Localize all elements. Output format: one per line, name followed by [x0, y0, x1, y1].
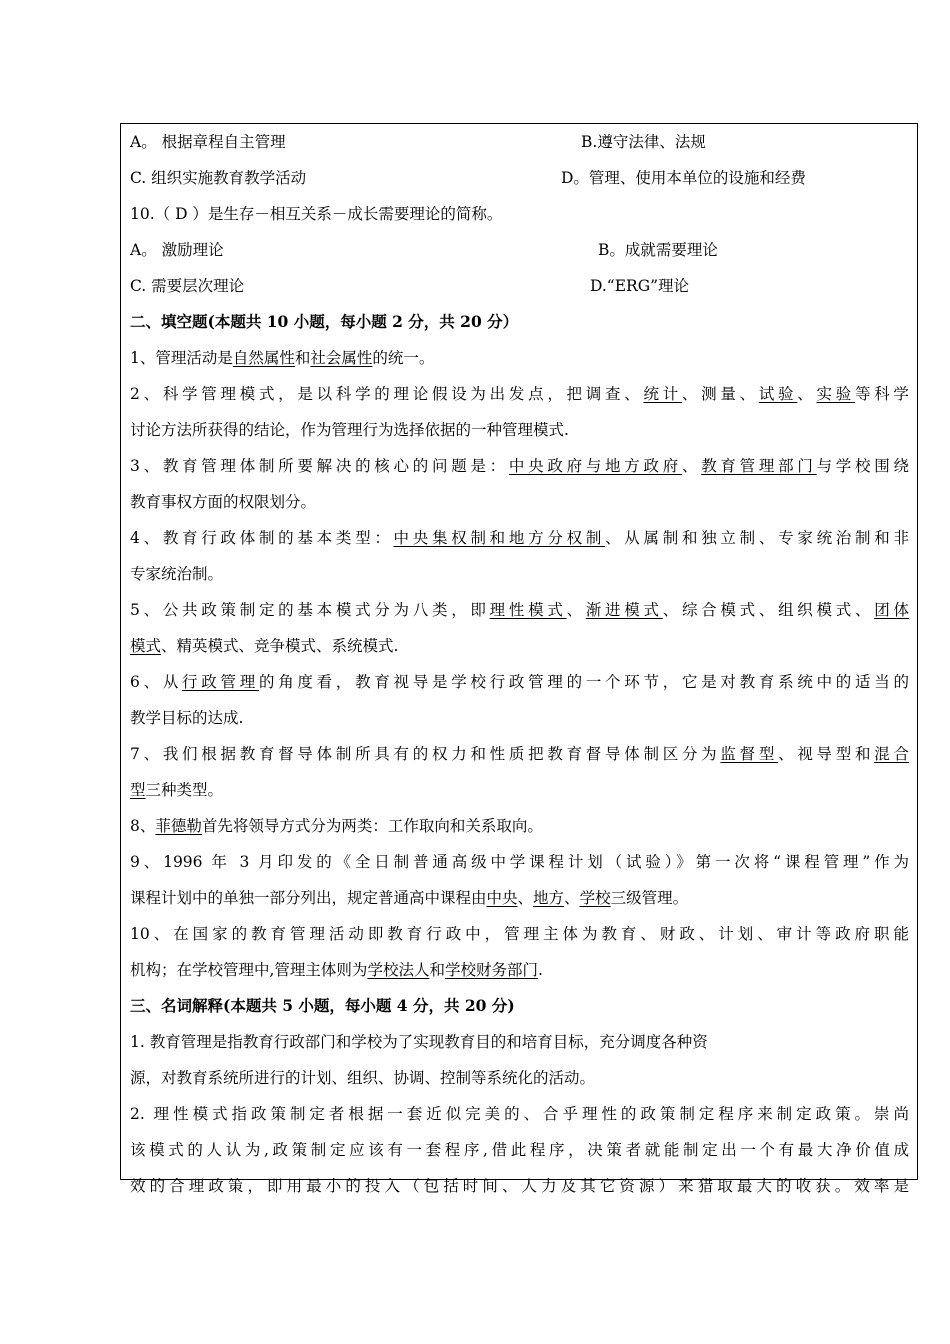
q10-option-d: D.“ERG”理论 — [590, 277, 690, 295]
q10-option-c: C. 需要层次理论 — [130, 277, 245, 295]
q10-options-row1 — [130, 232, 909, 268]
answer-blank: 试验 — [758, 385, 798, 403]
fill-q3-line1: 3、教育管理体制所要解决的核心的问题是：中央政府与地方政府、教育管理部门与学校围绕 — [130, 457, 909, 475]
term1-line2: 源，对教育系统所进行的计划、组织、协调、控制等系统化的活动。 — [130, 1069, 596, 1087]
answer-blank: 实验 — [816, 385, 855, 403]
q10-options-row2 — [130, 268, 909, 304]
fill-q1: 1、管理活动是自然属性和社会属性的统一。 — [130, 349, 435, 367]
fill-q9-line2: 课程计划中的单独一部分列出，规定普通高中课程由中央、地方、学校三级管理。 — [130, 889, 689, 907]
answer-blank: 理性模式 — [489, 601, 567, 619]
term2-line3: 效的合理政策，即用最小的投入（包括时间、人力及其它资源）来猎取最大的收获。效率是 — [130, 1177, 909, 1195]
fill-q7-line2: 型三种类型。 — [130, 781, 224, 799]
fill-q2-line2: 讨论方法所获得的结论，作为管理行为选择依据的一种管理模式. — [130, 421, 569, 439]
q10-stem: 10.（ D ）是生存－相互关系－成长需要理论的简称。 — [130, 205, 503, 223]
answer-blank: 型 — [130, 781, 146, 799]
answer-blank: 中央集权制和地方分权制 — [393, 529, 606, 547]
fill-q7-line1: 7、我们根据教育督导体制所具有的权力和性质把教育督导体制区分为监督型、视导型和混合 — [130, 745, 909, 763]
term2-line2: 该模式的人认为,政策制定应该有一套程序,借此程序，决策者就能制定出一个有最大净价值成 — [130, 1141, 909, 1159]
fill-q6-line2: 教学目标的达成. — [130, 709, 244, 727]
fill-q3-line2: 教育事权方面的权限划分。 — [130, 493, 317, 511]
term1-line1: 1. 教育管理是指教育行政部门和学校为了实现教育目的和培育目标，充分调度各种资 — [130, 1033, 708, 1051]
answer-blank: 混合 — [874, 745, 909, 763]
fill-q8: 8、菲德勒首先将领导方式分为两类：工作取向和关系取向。 — [130, 817, 543, 835]
fill-q6-line1: 6、从行政管理的角度看，教育视导是学校行政管理的一个环节，它是对教育系统中的适当的 — [130, 673, 909, 691]
q9-option-a: A。 根据章程自主管理 — [130, 133, 286, 151]
q9-options-row2 — [130, 160, 909, 196]
q9-option-d: D。管理、使用本单位的设施和经费 — [561, 169, 806, 187]
answer-blank: 统计 — [643, 385, 682, 403]
answer-blank: 教育管理部门 — [701, 457, 817, 475]
section2-heading: 二、填空题(本题共 10 小题，每小题 2 分，共 20 分） — [130, 312, 519, 331]
answer-blank: 团体 — [874, 601, 909, 619]
q10-option-a: A。 激励理论 — [130, 241, 224, 259]
fill-q5-line2: 模式、精英模式、竞争模式、系统模式. — [130, 637, 399, 655]
fill-q2-line1: 2、科学管理模式，是以科学的理论假设为出发点，把调查、统计、测量、试验、实验等科学 — [130, 385, 909, 403]
section3-heading: 三、名词解释(本题共 5 小题，每小题 4 分，共 20 分) — [130, 996, 515, 1015]
answer-blank: 自然属性 — [232, 349, 295, 367]
fill-q10-line1: 10、在国家的教育管理活动即教育行政中，管理主体为教育、财政、计划、审计等政府职能 — [130, 925, 909, 943]
answer-blank: 学校法人 — [367, 961, 430, 979]
fill-q4-line2: 专家统治制。 — [130, 565, 224, 583]
q10-option-b: B。成就需要理论 — [598, 241, 718, 259]
term2-line1: 2. 理性模式指政策制定者根据一套近似完美的、合乎理性的政策制定程序来制定政策。崇尚 — [130, 1105, 909, 1123]
fill-q5-line1: 5、公共政策制定的基本模式分为八类，即理性模式、渐进模式、综合模式、组织模式、团体 — [130, 601, 909, 619]
answer-blank: 监督型 — [720, 745, 779, 763]
answer-blank: 中央政府与地方政府 — [508, 457, 682, 475]
answer-box — [120, 123, 918, 1195]
q9-option-c: C. 组织实施教育教学活动 — [130, 169, 307, 187]
fill-q10-line2: 机构；在学校管理中,管理主体则为学校法人和学校财务部门. — [130, 961, 543, 979]
answer-blank: 渐进模式 — [585, 601, 663, 619]
answer-blank: 行政管理 — [182, 673, 259, 691]
q9-option-b: B.遵守法律、法规 — [581, 133, 706, 151]
fill-q4-line1: 4、教育行政体制的基本类型：中央集权制和地方分权制、从属制和独立制、专家统治制和非 — [130, 529, 909, 547]
answer-blank: 学校财务部门 — [444, 961, 538, 979]
answer-blank: 菲德勒 — [155, 817, 202, 835]
answer-blank: 地方 — [533, 889, 565, 907]
answer-blank: 社会属性 — [310, 349, 373, 367]
answer-blank: 中央 — [486, 889, 518, 907]
q9-options-row1 — [130, 124, 909, 160]
answer-blank: 模式 — [130, 637, 162, 655]
answer-blank: 学校 — [579, 889, 611, 907]
fill-q9-line1: 9、1996 年 3 月印发的《全日制普通高级中学课程计划（试验）》第一次将“课程管理”作为 — [130, 853, 909, 871]
